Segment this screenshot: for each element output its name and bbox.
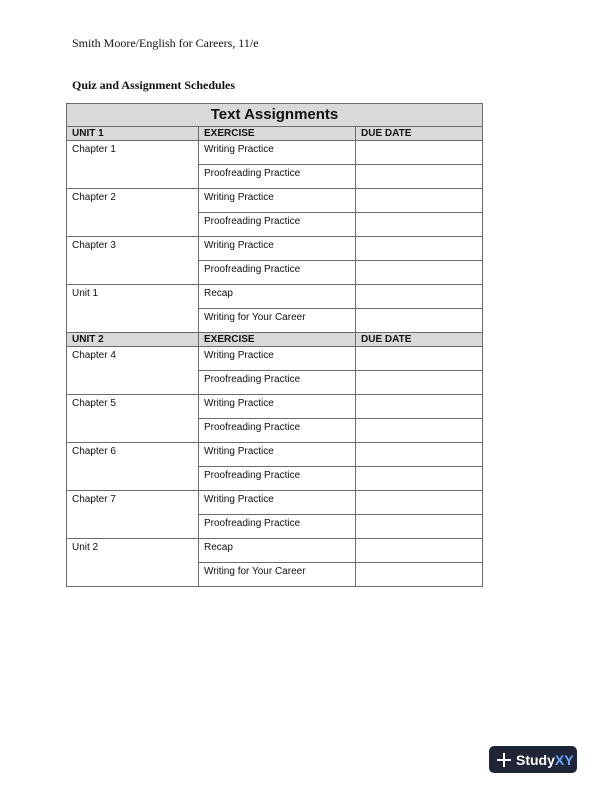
- logo-text-xy: XY: [554, 751, 574, 768]
- exercise-cell: Proofreading Practice: [199, 261, 356, 285]
- chapter-label: Chapter 1: [67, 141, 199, 189]
- due-date-cell[interactable]: [356, 395, 483, 419]
- exercise-cell: Writing for Your Career: [199, 309, 356, 333]
- due-date-cell[interactable]: [356, 371, 483, 395]
- unit-header-row: [67, 127, 483, 141]
- table-row: [67, 491, 483, 515]
- exercise-cell: Writing Practice: [199, 189, 356, 213]
- due-date-cell[interactable]: [356, 563, 483, 587]
- exercise-cell: Recap: [199, 285, 356, 309]
- column-header: UNIT 2: [67, 333, 199, 347]
- chapter-label: Chapter 3: [67, 237, 199, 285]
- assignments-table: [66, 103, 483, 587]
- due-date-cell[interactable]: [356, 165, 483, 189]
- exercise-cell: Proofreading Practice: [199, 467, 356, 491]
- due-date-cell[interactable]: [356, 141, 483, 165]
- exercise-cell: Writing Practice: [199, 141, 356, 165]
- due-date-cell[interactable]: [356, 491, 483, 515]
- table-title: Text Assignments: [67, 104, 483, 127]
- chapter-label: Chapter 6: [67, 443, 199, 491]
- plus-icon: [497, 753, 511, 767]
- table-row: [67, 443, 483, 467]
- exercise-cell: Proofreading Practice: [199, 371, 356, 395]
- due-date-cell[interactable]: [356, 285, 483, 309]
- exercise-cell: Writing Practice: [199, 237, 356, 261]
- table-row: [67, 347, 483, 371]
- column-header: EXERCISE: [199, 333, 356, 347]
- due-date-cell[interactable]: [356, 515, 483, 539]
- table-row: [67, 189, 483, 213]
- due-date-cell[interactable]: [356, 419, 483, 443]
- studyxy-logo: [489, 746, 577, 773]
- chapter-label: Chapter 2: [67, 189, 199, 237]
- due-date-cell[interactable]: [356, 213, 483, 237]
- table-row: [67, 539, 483, 563]
- column-header: UNIT 1: [67, 127, 199, 141]
- chapter-label: Chapter 7: [67, 491, 199, 539]
- column-header: DUE DATE: [356, 127, 483, 141]
- logo-text-study: Study: [516, 751, 555, 768]
- due-date-cell[interactable]: [356, 539, 483, 563]
- exercise-cell: Proofreading Practice: [199, 515, 356, 539]
- chapter-label: Unit 2: [67, 539, 199, 587]
- exercise-cell: Writing Practice: [199, 395, 356, 419]
- unit-header-row: [67, 333, 483, 347]
- due-date-cell[interactable]: [356, 237, 483, 261]
- exercise-cell: Writing for Your Career: [199, 563, 356, 587]
- exercise-cell: Recap: [199, 539, 356, 563]
- due-date-cell[interactable]: [356, 189, 483, 213]
- table-row: [67, 285, 483, 309]
- exercise-cell: Proofreading Practice: [199, 419, 356, 443]
- exercise-cell: Proofreading Practice: [199, 213, 356, 237]
- exercise-cell: Proofreading Practice: [199, 165, 356, 189]
- exercise-cell: Writing Practice: [199, 491, 356, 515]
- table-row: [67, 237, 483, 261]
- running-header: Smith Moore/English for Careers, 11/e: [72, 36, 259, 50]
- table-row: [67, 141, 483, 165]
- due-date-cell[interactable]: [356, 467, 483, 491]
- due-date-cell[interactable]: [356, 347, 483, 371]
- exercise-cell: Writing Practice: [199, 347, 356, 371]
- section-title: Quiz and Assignment Schedules: [72, 78, 236, 92]
- due-date-cell[interactable]: [356, 443, 483, 467]
- chapter-label: Unit 1: [67, 285, 199, 333]
- chapter-label: Chapter 5: [67, 395, 199, 443]
- due-date-cell[interactable]: [356, 261, 483, 285]
- exercise-cell: Writing Practice: [199, 443, 356, 467]
- column-header: DUE DATE: [356, 333, 483, 347]
- due-date-cell[interactable]: [356, 309, 483, 333]
- chapter-label: Chapter 4: [67, 347, 199, 395]
- table-row: [67, 395, 483, 419]
- column-header: EXERCISE: [199, 127, 356, 141]
